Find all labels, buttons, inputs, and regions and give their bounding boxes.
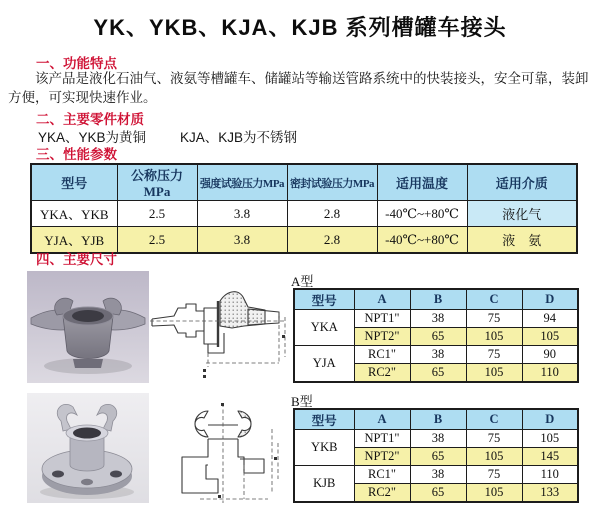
cell-model: YJA [294,346,354,383]
dimension-table-a [293,288,579,383]
cell-c: 75 [466,430,522,448]
cell-thread: NPT2" [354,448,410,466]
cell-thread: NPT1" [354,310,410,328]
type-b-section-drawing [160,399,288,507]
performance-table [30,163,578,254]
col-header-seal-test: 密封试验压力MPa [287,164,377,201]
cell-d: 105 [522,328,578,346]
cell-c: 105 [466,364,522,383]
section-heading-features: 一、功能特点 [36,56,117,71]
cell-c: 105 [466,448,522,466]
col-header-b: B [410,409,466,430]
cell-temperature: -40℃~+80℃ [377,227,467,254]
cell-c: 75 [466,466,522,484]
cell-b: 38 [410,466,466,484]
cell-thread: RC2" [354,484,410,503]
cell-model: YKA、YKB [31,201,117,227]
cell-b: 65 [410,328,466,346]
cell-b: 38 [410,346,466,364]
col-header-d: D [522,409,578,430]
cell-c: 75 [466,346,522,364]
materials-stainless: KJA、KJB为不锈钢 [180,130,298,145]
cell-model: YJA、YJB [31,227,117,254]
table-row [31,201,577,227]
col-header-b: B [410,289,466,310]
col-header-strength-test: 强度试验压力MPa [197,164,287,201]
cell-medium: 液化气 [467,201,577,227]
cell-thread: NPT2" [354,328,410,346]
cell-d: 110 [522,364,578,383]
cell-b: 65 [410,364,466,383]
table-row [294,430,578,448]
cell-medium: 液 氨 [467,227,577,254]
cell-b: 65 [410,448,466,466]
cell-thread: NPT1" [354,430,410,448]
cell-seal-test: 2.8 [287,201,377,227]
col-header-c: C [466,289,522,310]
col-header-d: D [522,289,578,310]
col-header-model: 型号 [294,289,354,310]
cell-c: 75 [466,310,522,328]
cell-d: 145 [522,448,578,466]
cell-strength-test: 3.8 [197,227,287,254]
cell-b: 38 [410,430,466,448]
dim-table-a-header-row [294,289,578,310]
cell-b: 38 [410,310,466,328]
table-row [294,346,578,364]
dim-table-b-label: B型 [291,394,313,409]
col-header-model: 型号 [31,164,117,201]
cell-d: 90 [522,346,578,364]
cell-d: 94 [522,310,578,328]
cell-thread: RC2" [354,364,410,383]
cell-model: YKB [294,430,354,466]
cell-nominal-pressure: 2.5 [117,227,197,254]
page-title: YK、YKB、KJA、KJB 系列槽罐车接头 [93,15,507,40]
cell-b: 65 [410,484,466,503]
cell-thread: RC1" [354,466,410,484]
cell-d: 110 [522,466,578,484]
cell-d: 133 [522,484,578,503]
features-paragraph: 该产品是液化石油气、液氨等槽罐车、储罐站等输送管路系统中的快装接头，安全可靠，装卸方便，可实现快速作业。 [8,71,589,105]
cell-seal-test: 2.8 [287,227,377,254]
dim-table-b-header-row [294,409,578,430]
col-header-medium: 适用介质 [467,164,577,201]
cell-thread: RC1" [354,346,410,364]
cell-model: YKA [294,310,354,346]
col-header-temperature: 适用温度 [377,164,467,201]
cell-nominal-pressure: 2.5 [117,201,197,227]
cell-c: 105 [466,328,522,346]
section-heading-materials: 二、主要零件材质 [36,112,144,127]
cell-temperature: -40℃~+80℃ [377,201,467,227]
performance-table-header-row [31,164,577,201]
cell-strength-test: 3.8 [197,201,287,227]
coupling-photo-a [27,271,149,383]
table-row [294,310,578,328]
cell-model: KJB [294,466,354,503]
table-row [294,466,578,484]
type-a-section-drawing [148,281,290,381]
col-header-model: 型号 [294,409,354,430]
col-header-nominal-pressure: 公称压力 MPa [117,164,197,201]
cell-c: 105 [466,484,522,503]
col-header-c: C [466,409,522,430]
col-header-a: A [354,409,410,430]
dim-table-a-label: A型 [291,274,314,289]
section-heading-performance: 三、性能参数 [36,147,117,162]
section-heading-dimensions: 四、主要尺寸 [36,252,117,267]
cell-d: 105 [522,430,578,448]
coupling-photo-b [27,393,149,503]
dimension-table-b [293,408,579,503]
col-header-a: A [354,289,410,310]
materials-brass: YKA、YKB为黄铜 [38,130,147,145]
